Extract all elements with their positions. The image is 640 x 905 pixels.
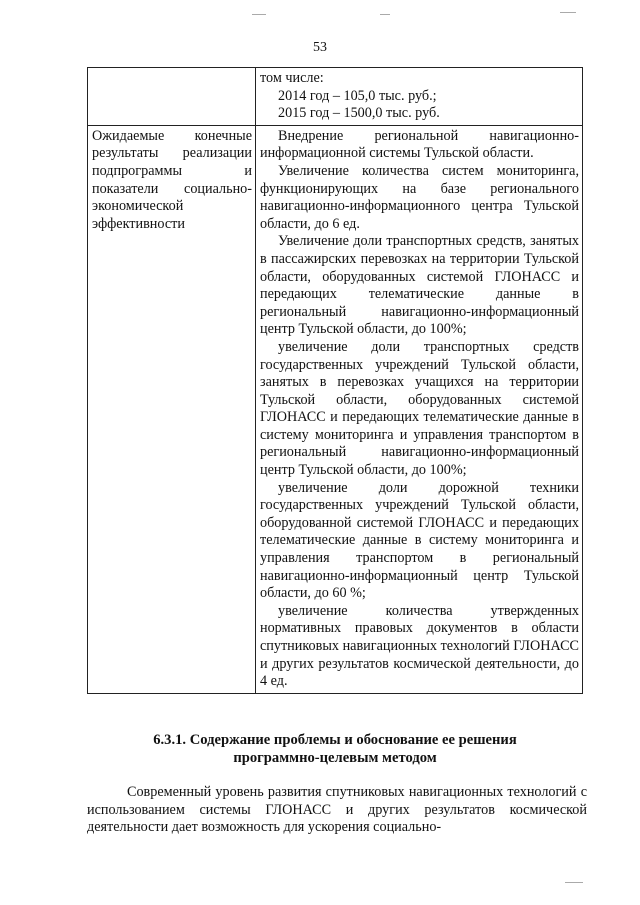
result-paragraph: Внедрение региональной навигационно-информационной системы Тульской области. (260, 127, 579, 162)
table-row-results (88, 125, 583, 693)
result-paragraph: увеличение доли дорожной техники государственных учреждений Тульской области, оборудованной системой ГЛОНАСС и передающих телематические данные в систему мониторинга и управления транспортом в региональный навигационно-информационный центр Тульской области, до 60 %; (260, 479, 579, 602)
results-table (87, 67, 583, 694)
result-paragraph: Увеличение доли транспортных средств, занятых в пассажирских перевозках на территории Тульской области, оборудованных системой ГЛОНАСС и передающих телематические данные в региональный навигационно-информационный центр Тульской области, до 100%; (260, 233, 579, 338)
scan-speck (565, 882, 583, 883)
section-heading (87, 731, 583, 767)
scan-speck (380, 14, 390, 15)
scan-speck (560, 12, 576, 13)
funding-2015-line: 2015 год – 1500,0 тыс. руб. (278, 105, 440, 122)
results-label: Ожидаемые конечные результаты реализации подпрограммы и показатели социально-экономической эффективности (92, 127, 252, 232)
funding-2014-line: 2014 год – 105,0 тыс. руб.; (278, 87, 437, 104)
section-heading-line1: 6.3.1. Содержание проблемы и обоснование ее решения (153, 732, 517, 748)
results-label-cell (88, 125, 256, 693)
result-paragraph: увеличение количества утвержденных нормативных правовых документов в области спутниковых навигационных технологий ГЛОНАСС и других результатов космической деятельности, до 4 ед. (260, 602, 579, 690)
empty-label-cell (88, 68, 256, 126)
continuation-line: том числе: (260, 70, 324, 86)
result-paragraph: увеличение доли транспортных средств государственных учреждений Тульской области, занятых в перевозках учащихся на территории Тульской области, оборудованных системой ГЛОНАСС и передающих телематические данные в систему мониторинга и управления транспортом в региональный навигационно-информационный центр Тульской области, до 100%; (260, 338, 579, 479)
result-paragraph: Увеличение количества систем мониторинга, функционирующих на базе регионального навигационно-информационного центра Тульской области, до 6 ед. (260, 162, 579, 232)
section-body (87, 784, 587, 837)
section-heading-line2: программно-целевым методом (233, 750, 437, 766)
scan-speck (252, 14, 266, 15)
results-content-cell (256, 125, 583, 693)
page-number: 53 (313, 40, 327, 55)
table-row-continuation (88, 68, 583, 126)
body-paragraph: Современный уровень развития спутниковых навигационных технологий с использованием системы ГЛОНАСС и других результатов космической деятельности дает возможность для ускорения социально- (87, 784, 587, 836)
funding-continuation-cell (256, 68, 583, 126)
